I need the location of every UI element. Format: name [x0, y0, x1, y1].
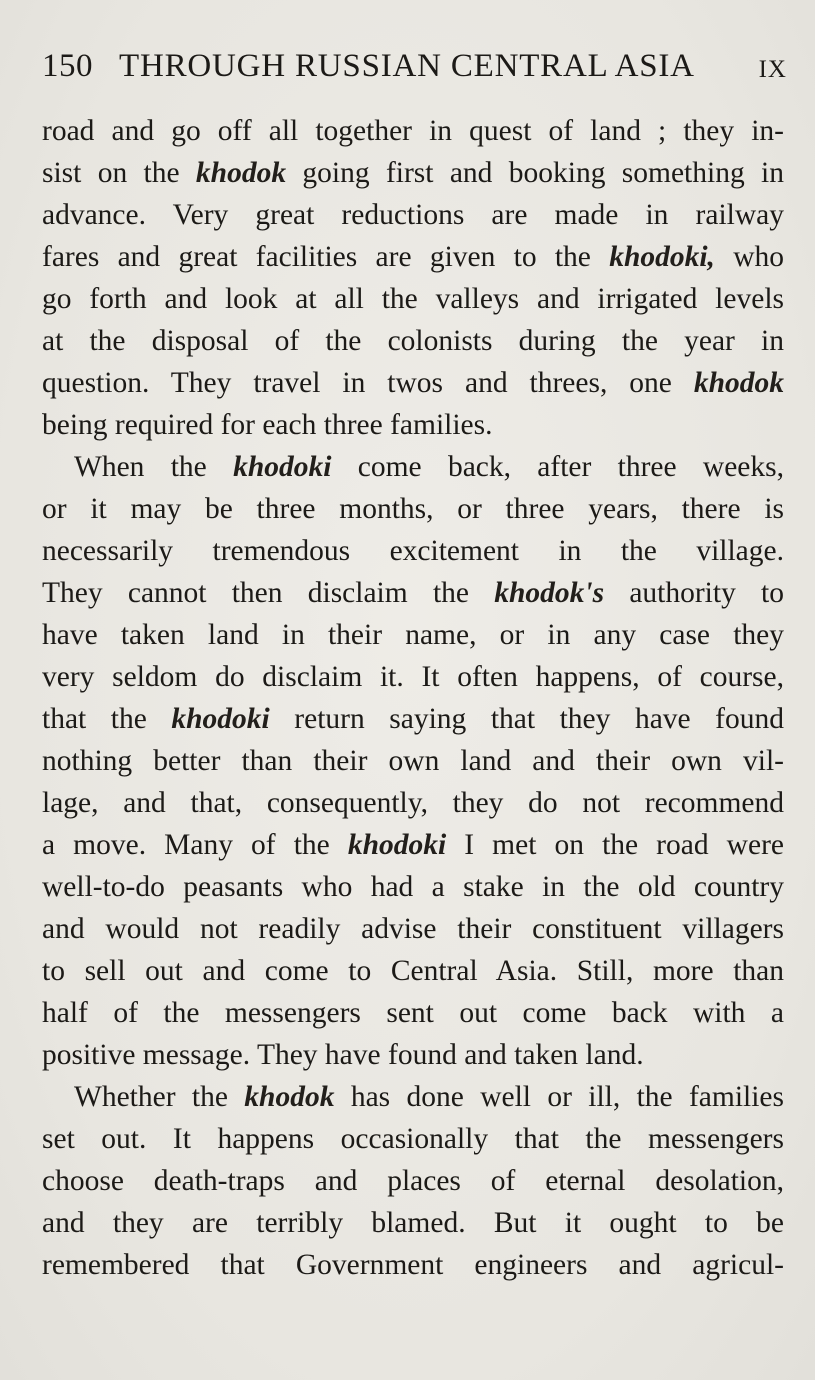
body-text	[42, 110, 784, 1286]
text-line-paragraph-end: positive message. They have found and taken land.	[42, 1039, 644, 1071]
text-line: half of the messengers sent out come back with a	[42, 997, 784, 1029]
text-line: set out. It happens occasionally that the messengers	[42, 1123, 784, 1155]
running-head	[42, 46, 787, 86]
text-line: at the disposal of the colonists during the year in	[42, 325, 784, 357]
chapter-number: IX	[758, 56, 787, 83]
text-line: a move. Many of the khodoki I met on the road were	[42, 829, 784, 861]
text-line: fares and great facilities are given to the khodoki, who	[42, 241, 784, 273]
text-line: that the khodoki return saying that they have found	[42, 703, 784, 735]
page-number: 150	[42, 48, 93, 84]
text-line: nothing better than their own land and their own vil-	[42, 745, 784, 777]
text-line: remembered that Government engineers and agricul-	[42, 1249, 784, 1281]
text-line: advance. Very great reductions are made in railway	[42, 199, 784, 231]
text-line-paragraph-end: being required for each three families.	[42, 409, 493, 441]
text-line-paragraph-start: Whether the khodok has done well or ill, the families	[74, 1081, 784, 1113]
text-line: well-to-do peasants who had a stake in the old country	[42, 871, 784, 903]
text-line: road and go off all together in quest of land ; they in-	[42, 115, 784, 147]
text-line-paragraph-start: When the khodoki come back, after three weeks,	[74, 451, 784, 483]
text-line: necessarily tremendous excitement in the village.	[42, 535, 784, 567]
text-line: have taken land in their name, or in any case they	[42, 619, 784, 651]
text-line: go forth and look at all the valleys and irrigated levels	[42, 283, 784, 315]
text-line: or it may be three months, or three years, there is	[42, 493, 784, 525]
text-line: to sell out and come to Central Asia. Still, more than	[42, 955, 784, 987]
text-line: lage, and that, consequently, they do not recommend	[42, 787, 784, 819]
text-line: question. They travel in twos and threes, one khodok	[42, 367, 784, 399]
text-line: They cannot then disclaim the khodok's authority to	[42, 577, 784, 609]
text-line: and would not readily advise their constituent villagers	[42, 913, 784, 945]
text-line: sist on the khodok going first and booking something in	[42, 157, 784, 189]
text-line: very seldom do disclaim it. It often happens, of course,	[42, 661, 784, 693]
running-title: THROUGH RUSSIAN CENTRAL ASIA	[119, 48, 695, 84]
text-line: choose death-traps and places of eternal desolation,	[42, 1165, 784, 1197]
text-line: and they are terribly blamed. But it ought to be	[42, 1207, 784, 1239]
